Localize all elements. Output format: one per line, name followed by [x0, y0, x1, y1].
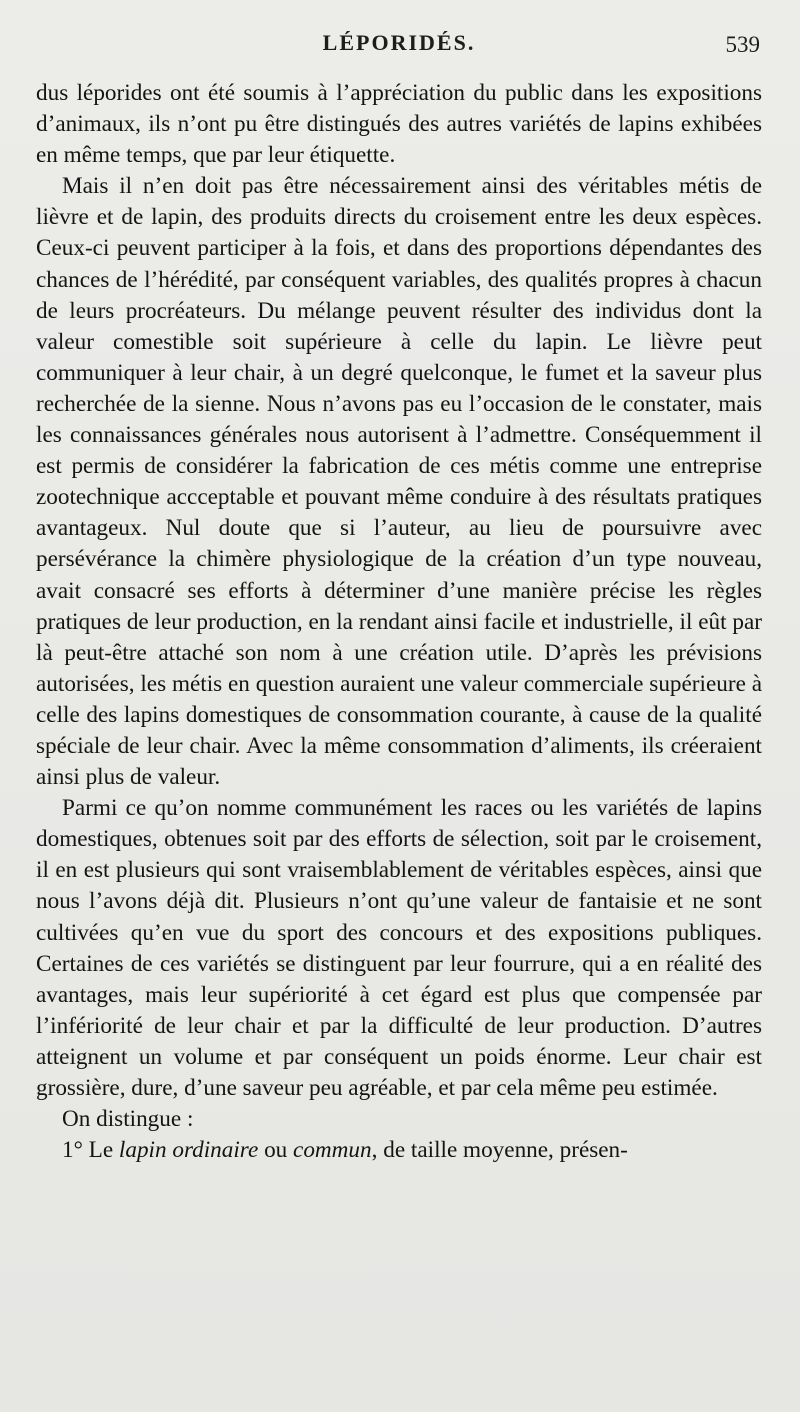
paragraph-4: On distingue :: [62, 1106, 194, 1133]
running-title: LÉPORIDÉS.: [322, 30, 476, 55]
list-item-suffix: , de taille moyenne, présen-: [371, 1137, 628, 1164]
paragraph-2: Mais il n’en doit pas être nécessairement ainsi des véritables métis de lièvre et de lapin, des produits directs du croisement entre les deux espèces. Ceux-ci peuvent participer à la fois, et dans des proportions dépendantes des chances de l’hérédité, par conséquent variables, des qualités propres à chacun de leurs procréateurs. Du mélange peuvent résulter des individus dont la valeur comestible soit supérieure à celle du lapin. Le lièvre peut communiquer à leur chair, à un degré quelconque, le fumet et la saveur plus recherchée de la sienne. Nous n’avons pas eu l’occasion de le constater, mais les connaissances générales nous autorisent à l’admettre. Conséquemment il est permis de considérer la fabrication de ces métis comme une entreprise zootechnique accceptable et pouvant même conduire à des résultats pratiques avantageux. Nul doute que si l’auteur, au lieu de poursuivre avec persévérance la chimère physiologique de la création d’un type nouveau, avait consacré ses efforts à déterminer d’une manière précise les règles pratiques de leur production, en la rendant ainsi facile et industrielle, il eût par là peut-être attaché son nom à une création utile. D’après les prévisions autorisées, les métis en question auraient une valeur commerciale supérieure à celle des lapins domestiques de consommation courante, à cause de la qualité spéciale de leur chair. Avec la même consommation d’aliments, ils créeraient ainsi plus de valeur.: [36, 173, 762, 791]
list-item-middle: ou: [258, 1137, 294, 1164]
running-head: [36, 26, 762, 78]
body-text: [36, 78, 762, 1166]
paragraph-1: dus léporides ont été soumis à l’appréciation du public dans les expositions d’animaux, ils n’ont pu être distingués des autres variétés de lapins exhibées en même temps, que par leur étiquette.: [36, 80, 762, 169]
italic-term-1: lapin ordinaire: [118, 1137, 259, 1164]
list-item-1: [36, 1135, 762, 1166]
page-number: 539: [725, 32, 760, 57]
paragraph-3: Parmi ce qu’on nomme communément les races ou les variétés de lapins domestiques, obtenues soit par des efforts de sélection, soit par le croisement, il en est plusieurs qui sont vraisemblablement de véritables espèces, ainsi que nous l’avons déjà dit. Plusieurs n’ont qu’une valeur de fantaisie et ne sont cultivées qu’en vue du sport des concours et des expositions publiques. Certaines de ces variétés se distinguent par leur fourrure, qui a en réalité des avantages, mais leur supériorité à cet égard est plus que compensée par l’infériorité de leur chair et par la difficulté de leur production. D’autres atteignent un volume et par conséquent un poids énorme. Leur chair est grossière, dure, d’une saveur peu agréable, et par cela même peu estimée.: [36, 795, 762, 1101]
italic-term-2: commun: [293, 1137, 372, 1164]
list-item-prefix: 1° Le: [62, 1137, 119, 1164]
